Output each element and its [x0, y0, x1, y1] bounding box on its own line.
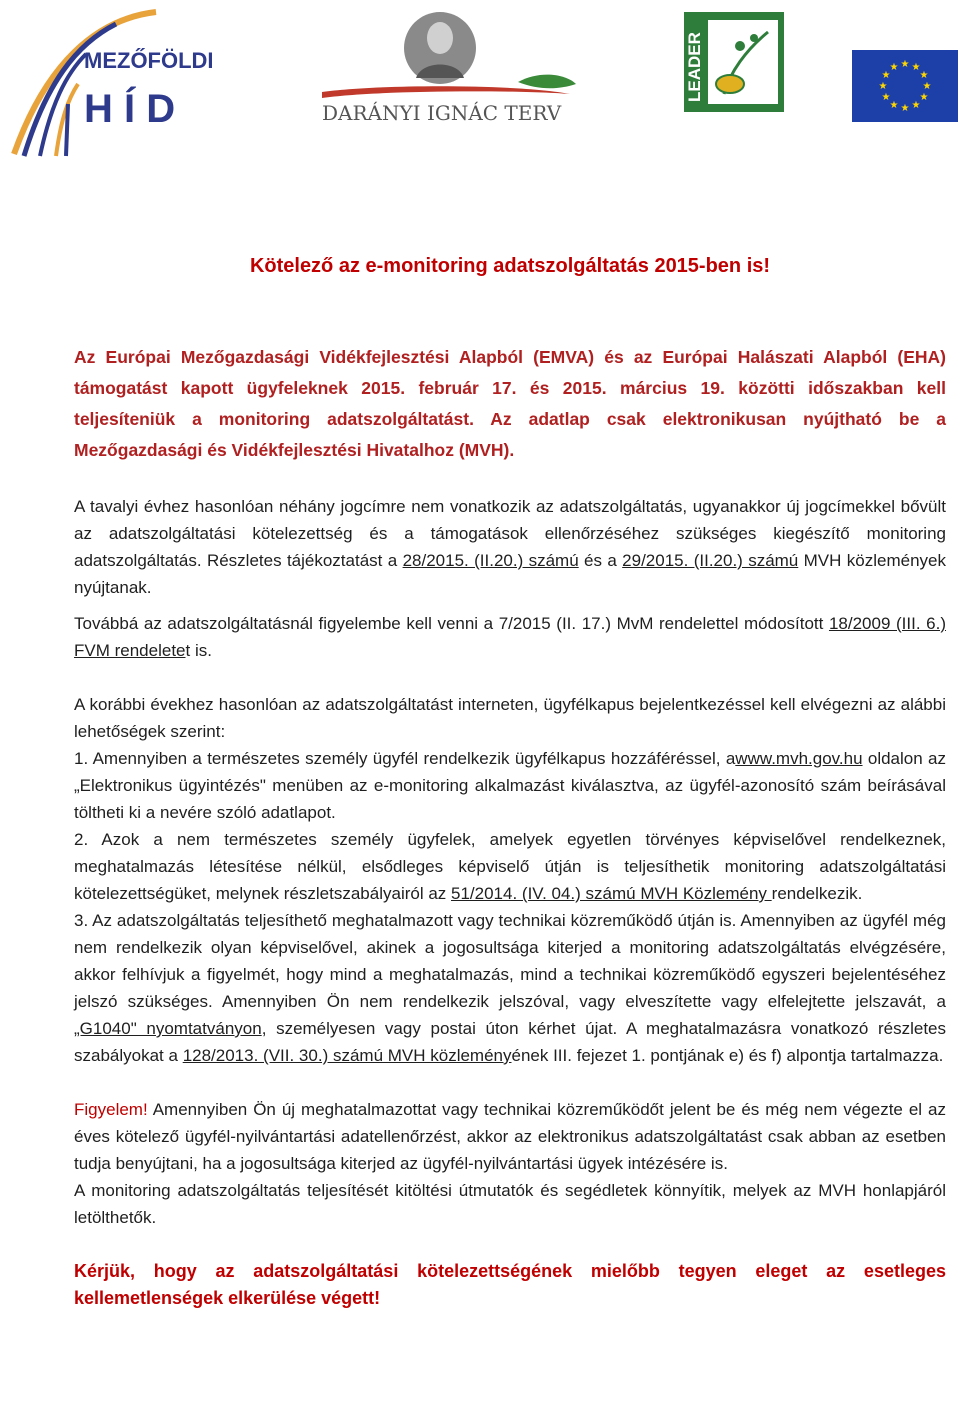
svg-text:★: ★	[911, 100, 921, 111]
svg-text:★: ★	[922, 81, 932, 92]
logo-header	[0, 0, 960, 170]
svg-text:★: ★	[881, 92, 891, 103]
document-title: Kötelező az e-monitoring adatszolgáltatás 2015-ben is!	[249, 255, 771, 277]
daranyi-text: DARÁNYI IGNÁC TERV	[322, 101, 562, 125]
link-mvh-website[interactable]: www.mvh.gov.hu	[735, 749, 863, 768]
svg-text:★: ★	[919, 92, 929, 103]
link-g1040-form[interactable]: „G1040" nyomtatványon	[74, 1019, 262, 1038]
daranyi-ignac-terv-logo	[318, 8, 582, 126]
leader-logo	[684, 12, 784, 112]
eu-flag-icon	[852, 50, 958, 122]
list-item-option-1: 1. Amennyiben a természetes személy ügyfél rendelkezik ügyfélkapus hozzáféréssel, awww.mvh.gov.hu oldalon az „Elektronikus ügyintézés" menüben az e-monitoring alkalmazást kiválasztva, az ügyfél-azonosító szám beírásával töltheti ki a nevére szóló adatlapot.	[74, 749, 946, 822]
mezofoldi-text: MEZŐFÖLDI	[84, 48, 214, 73]
mezofoldi-hid-logo	[6, 4, 224, 164]
svg-text:★: ★	[919, 70, 929, 81]
paragraph-guides: A monitoring adatszolgáltatás teljesítését kitöltési útmutatók és segédletek könnyítik, melyek az MVH honlapjáról letölthetők.	[74, 1181, 946, 1227]
list-item-option-2: 2. Azok a nem természetes személy ügyfelek, amelyek egyetlen törvényes képviselővel rendelkeznek, meghatalmazás létesítése nélkül, elsődleges képviselő útján is teljesíthetik monitoring adatszolgáltatási kötelezettségüket, melynek részletszabályairól az 51/2014. (IV. 04.) számú MVH Közlemény rendelkezik.	[74, 830, 946, 903]
paragraph-requirements: A tavalyi évhez hasonlóan néhány jogcímre nem vonatkozik az adatszolgáltatás, ugyanakkor új jogcímekkel bővült az adatszolgáltatási kötelezettség és a támogatások ellenőrzéséhez szükséges kiegészítő monitoring adatszolgáltatás. Részletes tájékoztatást a 28/2015. (II.20.) számú és a 29/2015. (II.20.) számú MVH közlemények nyújtanak.	[74, 497, 946, 597]
warning-paragraph: Figyelem! Amennyiben Ön új meghatalmazottat vagy technikai közreműködőt jelent be és még nem végezte el az éves kötelező ügyfél-nyilvántartási adatellenőrzést, akkor az elektronikus adatszolgáltatást csak abban az esetben tudja benyújtani, ha a jogosultsága kiterjed az ügyfél-nyilvántartási ügyek intézésére is.	[74, 1100, 946, 1173]
list-item-option-3: 3. Az adatszolgáltatás teljesíthető meghatalmazott vagy technikai közreműködő útján is. Amennyiben az ügyfél még nem rendelkezik olyan képviselővel, akinek a jogosultsága kiterjed a monitoring adatszolgáltatás elvégzésére, akkor felhívjuk a figyelmét, hogy mind a meghatalmazás, mind a technikai közreműködő egyszeri bejelentéséhez jelszó szükséges. Amennyiben Ön nem rendelkezik jelszóval, vagy elveszítette vagy elfelejtette jelszavát, a „G1040" nyomtatványon, személyesen vagy postai úton kérhet újat. A meghatalmazásra vonatkozó részletes szabályokat a 128/2013. (VII. 30.) számú MVH közleményének III. fejezet 1. pontjának e) és f) alpontja tartalmazza.	[74, 911, 947, 1065]
intro-paragraph: Az Európai Mezőgazdasági Vidékfejlesztési Alapból (EMVA) és az Európai Halászati Alapból (EHA) támogatást kapott ügyfeleknek 2015. február 17. és 2015. március 19. közötti időszakban kell teljesíteniük a monitoring adatszolgáltatást. Az adatlap csak elektronikusan nyújtható be a Mezőgazdasági és Vidékfejlesztési Hivatalhoz (MVH).	[74, 347, 946, 460]
svg-text:★: ★	[900, 103, 910, 114]
svg-text:★: ★	[881, 70, 891, 81]
paragraph-regulation: Továbbá az adatszolgáltatásnál figyelembe kell venni a 7/2015 (II. 17.) MvM rendelettel módosított 18/2009 (III. 6.) FVM rendeletet is.	[74, 614, 946, 660]
link-29-2015-announcement[interactable]: 29/2015. (II.20.) számú	[622, 551, 799, 570]
warning-label: Figyelem!	[74, 1100, 148, 1119]
svg-text:★: ★	[911, 62, 921, 73]
svg-text:★: ★	[889, 100, 899, 111]
leader-text: LEADER	[685, 32, 704, 102]
hid-text: H Í D	[84, 87, 176, 131]
closing-paragraph: Kérjük, hogy az adatszolgáltatási kötelezettségének mielőbb tegyen eleget az esetleges kellemetlenségek elkerülése végett!	[74, 1261, 946, 1308]
link-18-2009-regulation[interactable]: 18/2009 (III. 6.) FVM rendelete	[74, 614, 946, 660]
svg-text:★: ★	[900, 59, 910, 70]
link-28-2015-announcement[interactable]: 28/2015. (II.20.) számú	[402, 551, 579, 570]
link-128-2013-announcement[interactable]: 128/2013. (VII. 30.) számú MVH közlemény	[182, 1046, 512, 1065]
paragraph-options: A korábbi évekhez hasonlóan az adatszolgáltatást interneten, ügyfélkapus bejelentkezéssel kell elvégezni az alábbi lehetőségek szerint:	[74, 695, 946, 741]
link-51-2014-announcement[interactable]: 51/2014. (IV. 04.) számú MVH Közlemény	[451, 884, 772, 903]
svg-text:★: ★	[878, 81, 888, 92]
svg-text:★: ★	[889, 62, 899, 73]
document-body	[74, 342, 946, 1312]
